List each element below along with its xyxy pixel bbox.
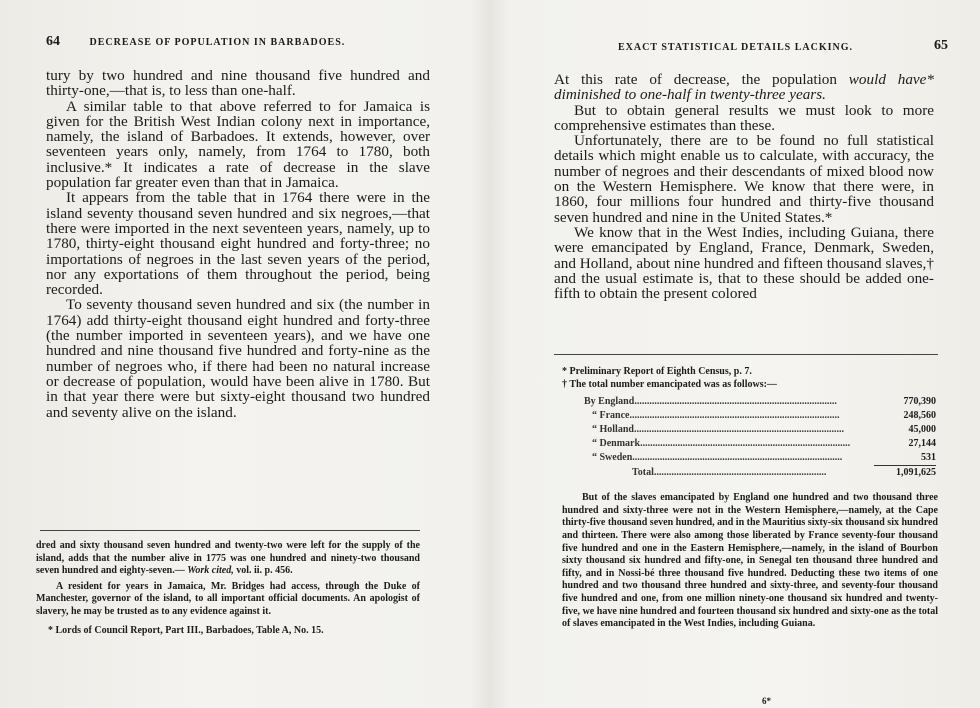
- footnote-continuation: But of the slaves emancipated by England one hundred and two thousand three hundred and sixty-three were not in the Western Hemisphere,—namely, at the Cape thirty-five thousand seven hundred, and in the Mauritius sixty-six thousand six hundred and thirteen. There were also among those liberated by France seventy-four thousand five hundred and one in the Eastern Hemisphere,—namely, in the island of Bourbon sixty thousand six hundred and fifty-one, in Senegal ten thousand three hundred and fifty, and in Nossi-bé three thousand five hundred. Deducting these two items of one hundred and two thousand three hundred and sixty-three, and seventy-four thousand five hundred and one, from one million ninety-one thousand six hundred and twenty-five, we have nine hundred and fourteen thousand six hundred and sixty-one as the total of slaves emancipated in the West Indies, including Guiana.: [562, 492, 938, 630]
- right-page-number: 65: [934, 38, 948, 53]
- right-italic-phrase: would have* diminished to one-half in twenty-three years.: [554, 71, 934, 104]
- left-page-number: 64: [46, 34, 60, 49]
- country-count: 248,560: [903, 409, 936, 421]
- left-head-title: DECREASE OF POPULATION IN BARBADOES.: [89, 37, 346, 48]
- left-footnote-1: dred and sixty thousand seven hundred and twenty-two were left for the supply of the island, adds that the number alive in 1775 was one hundred and ninety-two thousand seven hundred and eighty-seven.— Work cited, vol. ii. p. 456.: [36, 540, 420, 577]
- country-count: 770,390: [903, 395, 936, 407]
- country-count: 27,144: [908, 437, 936, 449]
- left-footnotes: [36, 540, 420, 637]
- left-footnote-3: * Lords of Council Report, Part III., Barbadoes, Table A, No. 15.: [48, 624, 324, 636]
- total-label: Total: [632, 466, 654, 478]
- footnote-emancipated: † The total number emancipated was as follows:—: [562, 378, 777, 390]
- right-footnote-rule: [554, 354, 938, 355]
- work-cited: Work cited,: [187, 565, 234, 577]
- left-body: [46, 68, 430, 420]
- country-label: “ Denmark: [592, 437, 641, 449]
- left-footnote-2: A resident for years in Jamaica, Mr. Bridges had access, through the Duke of Manchester, governor of the island, to all important official documents. An apologist of slavery, he may be trusted as to any evidence against it.: [36, 580, 420, 617]
- emancipation-table: [574, 395, 936, 480]
- signature-mark: 6*: [762, 696, 771, 706]
- table-row: By England................................................................................. 770,390: [574, 395, 936, 409]
- right-paragraph-4: We know that in the West Indies, including Guiana, there were emancipated by England, France, Denmark, Sweden, and Holland, about nine hundred and fifteen thousand slaves,† and the usual estimate is, that to these should be added one-fifth to obtain the present colored: [554, 223, 934, 303]
- table-total-row: Total..................................................................... 1,091,625: [574, 466, 936, 481]
- right-footnotes: [562, 366, 938, 631]
- table-row: “ Denmark.................................................................................... 27,144: [574, 437, 936, 451]
- total-value: 1,091,625: [896, 466, 936, 478]
- table-row: “ Holland.................................................................................... 45,000: [574, 423, 936, 437]
- right-paragraph-2: But to obtain general results we must look to more comprehensive estimates than these.: [554, 101, 934, 134]
- right-paragraph-3: Unfortunately, there are to be found no full statistical details which might enable us to calculate, with accuracy, the number of negroes and their descendants of mixed blood now on the Western Hemisphere. We know that there were, in 1860, four millions four hundred and thirty-five thousand seven hundred and nine in the United States.*: [554, 132, 934, 226]
- right-paragraph-1: At this rate of decrease, the population would have* diminished to one-half in twenty-three years.: [554, 71, 934, 104]
- country-count: 531: [874, 451, 936, 466]
- left-paragraph-3: It appears from the table that in 1764 there were in the island seventy thousand seven hundred and six negroes,—that there were imported in the next seventeen years, namely, up to 1780, thirty-eight thousand eight hundred and forty-three; no importations of negroes in the last seven years of the period, nor any exportations of them throughout the period, being recorded.: [46, 189, 430, 299]
- table-row: “ Sweden.................................................................................... 531: [574, 451, 936, 466]
- right-body: [554, 72, 934, 301]
- right-page: [490, 0, 980, 708]
- right-head-title: EXACT STATISTICAL DETAILS LACKING.: [618, 42, 853, 53]
- left-paragraph-2: A similar table to that above referred to for Jamaica is given for the British West Indian colony next in importance, namely, the island of Barbadoes. It extends, however, over seventeen years only, namely, from 1764 to 1780, both inclusive.* It indicates a rate of decrease in the slave population far greater even than that in Jamaica.: [46, 97, 430, 192]
- table-row: “ France.................................................................................... 248,560: [574, 409, 936, 423]
- footnote-census: * Preliminary Report of Eighth Census, p. 7.: [562, 366, 752, 377]
- country-label: By England: [584, 395, 635, 407]
- left-paragraph-1: tury by two hundred and nine thousand five hundred and thirty-one,—that is, to less than one-half.: [46, 67, 430, 100]
- right-running-head: [934, 38, 948, 54]
- country-label: “ Sweden: [592, 452, 633, 464]
- country-count: 45,000: [908, 423, 936, 435]
- country-label: “ France: [592, 409, 630, 421]
- left-running-head: [46, 34, 345, 50]
- left-footnote-rule: [40, 530, 420, 531]
- country-label: “ Holland: [592, 423, 634, 435]
- left-paragraph-4: To seventy thousand seven hundred and six (the number in 1764) add thirty-eight thousand eight hundred and forty-three (the number imported in seventeen years), and we have one hundred and nine thousand five hundred and forty-nine as the number of negroes who, if there had been no natural increase or decrease of population, would have been alive in 1780. But in that year there were but sixty-eight thousand two hundred and seventy alive on the island.: [46, 296, 430, 421]
